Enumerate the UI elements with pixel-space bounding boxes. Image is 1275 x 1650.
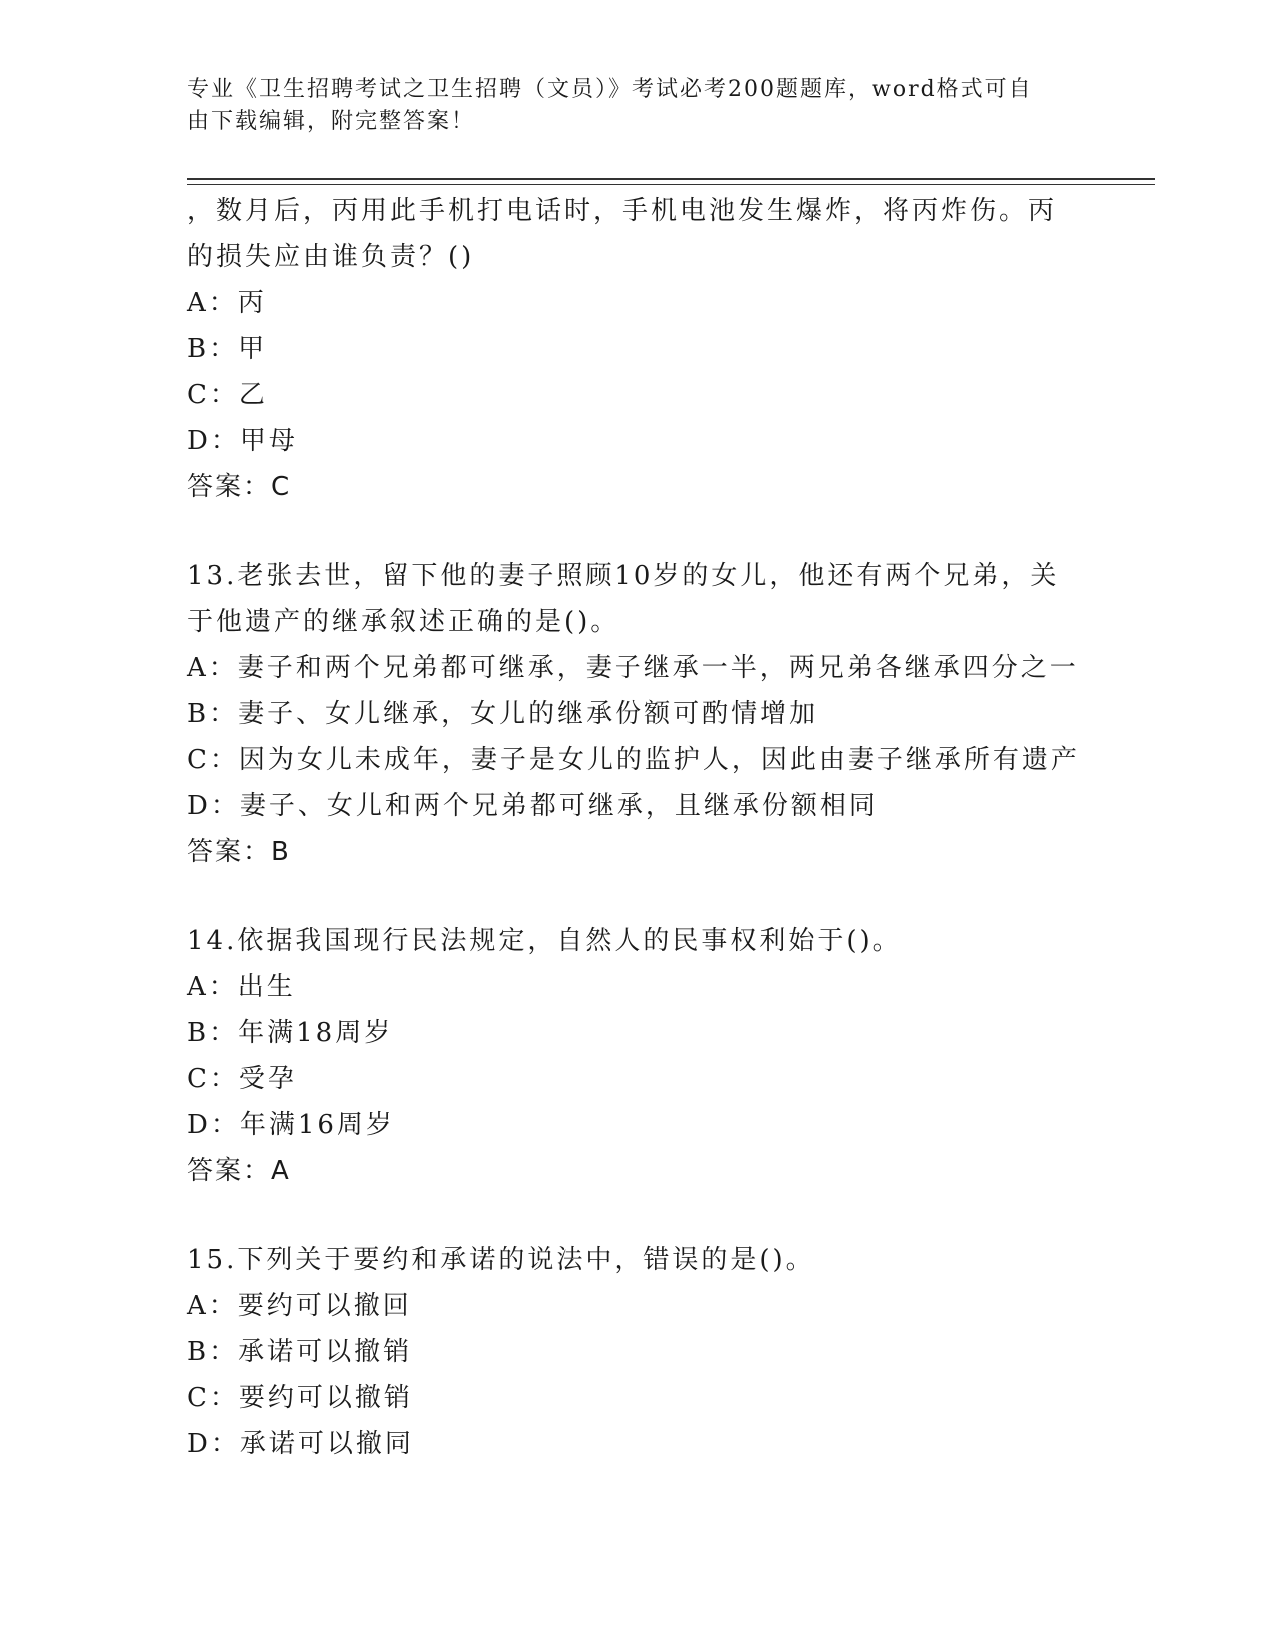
question-stem: 13.老张去世，留下他的妻子照顾10岁的女儿，他还有两个兄弟，关 xyxy=(187,561,1060,591)
header-line-1: 专业《卫生招聘考试之卫生招聘（文员）》考试必考200题题库，word格式可自 xyxy=(187,77,1033,102)
question-stem: 的损失应由谁负责？() xyxy=(187,242,475,272)
question-13 xyxy=(187,553,1087,875)
question-spacer xyxy=(187,1194,1087,1237)
option-c: C：要约可以撤销 xyxy=(187,1383,413,1413)
option-c: C：乙 xyxy=(187,380,268,410)
option-d: D：妻子、女儿和两个兄弟都可继承，且继承份额相同 xyxy=(187,791,878,821)
document-header xyxy=(187,74,1067,138)
answer-line: 答案：C xyxy=(187,472,292,502)
question-list xyxy=(187,188,1087,1467)
option-a: A：要约可以撤回 xyxy=(187,1291,412,1321)
option-a: A：丙 xyxy=(187,288,267,318)
option-b: B：年满18周岁 xyxy=(187,1018,394,1048)
option-d: D：年满16周岁 xyxy=(187,1110,395,1140)
header-line-2: 由下载编辑，附完整答案！ xyxy=(187,109,476,134)
header-divider-thin xyxy=(187,184,1155,185)
question-stem: ，数月后，丙用此手机打电话时，手机电池发生爆炸，将丙炸伤。丙 xyxy=(187,196,1058,226)
option-b: B：承诺可以撤销 xyxy=(187,1337,413,1367)
option-c: C：受孕 xyxy=(187,1064,297,1094)
option-d: D：承诺可以撤同 xyxy=(187,1429,414,1459)
option-c: C：因为女儿未成年，妻子是女儿的监护人，因此由妻子继承所有遗产 xyxy=(187,745,1080,775)
question-15 xyxy=(187,1237,1087,1467)
option-a: A：妻子和两个兄弟都可继承，妻子继承一半，两兄弟各继承四分之一 xyxy=(187,653,1079,683)
question-14 xyxy=(187,918,1087,1194)
question-12 xyxy=(187,188,1087,510)
question-stem: 于他遗产的继承叙述正确的是()。 xyxy=(187,607,620,637)
answer-line: 答案：B xyxy=(187,837,291,867)
question-stem: 14.依据我国现行民法规定，自然人的民事权利始于()。 xyxy=(187,926,902,956)
option-b: B：妻子、女儿继承，女儿的继承份额可酌情增加 xyxy=(187,699,819,729)
question-stem: 15.下列关于要约和承诺的说法中，错误的是()。 xyxy=(187,1245,815,1275)
option-b: B：甲 xyxy=(187,334,268,364)
answer-line: 答案：A xyxy=(187,1156,291,1186)
option-a: A：出生 xyxy=(187,972,296,1002)
question-spacer xyxy=(187,875,1087,918)
option-d: D：甲母 xyxy=(187,426,298,456)
question-spacer xyxy=(187,510,1087,553)
header-divider-thick xyxy=(187,178,1155,180)
